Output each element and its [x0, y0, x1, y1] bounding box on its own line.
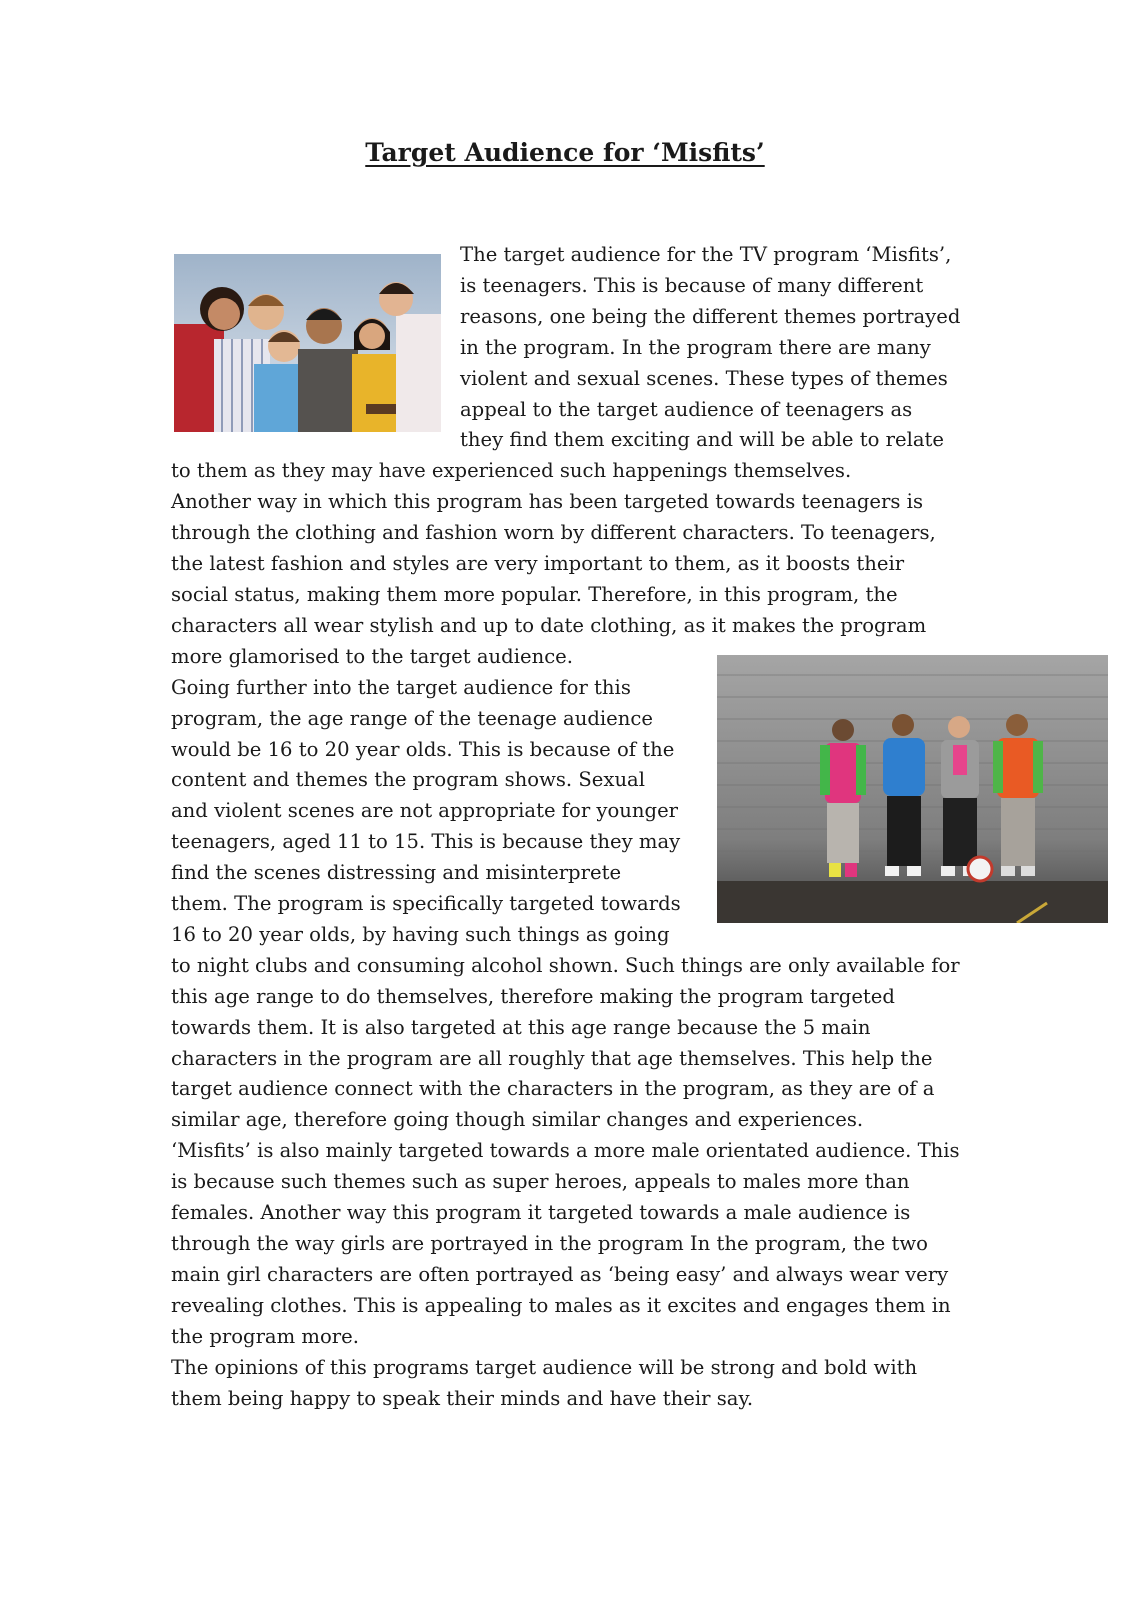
- paragraph-3: Going further into the target audience for this program, the age range of the teenage audience would be 16 to 20 year olds. This is because of the content and themes the program shows. Sexual and violent scenes are not appropriate for younger teenagers, aged 11 to 15. This is because they may find the scenes distressing and misinterprete them. The program is specifically targeted towards 16 to 20 year olds, by having such things as going to night clubs and consuming alcohol shown. Such things are only available for this age range to do themselves, therefore making the program targeted towards them. It is also targeted at this age range because the 5 main characters in the program are all roughly that age themselves. This help the target audience connect with the characters in the program, as they are of a similar age, therefore going though similar changes and experiences.: [171, 675, 960, 1132]
- paragraph-2: Another way in which this program has been targeted towards teenagers is through the clothing and fashion worn by different characters. To teenagers, the latest fashion and styles are very important to them, as it boosts their social status, making them more popular. Therefore, in this program, the characters all wear stylish and up to date clothing, as it makes the program more glamorised to the target audience.: [171, 490, 936, 668]
- paragraph-1: The target audience for the TV program ‘Misfits’, is teenagers. This is because of many different reasons, one being the different themes portrayed in the program. In the program there are many violent and sexual scenes. These types of themes appeal to the target audience of teenagers as they find them exciting and will be able to relate to them as they may have experienced such happenings themselves.: [171, 243, 961, 483]
- photo-wrap-spacer: [684, 673, 961, 943]
- photo-group-of-teenagers: [174, 254, 441, 432]
- document-body: [171, 240, 961, 1414]
- paragraph-5: The opinions of this programs target audience will be strong and bold with them being happy to speak their minds and have their say.: [171, 1355, 918, 1410]
- page-title: Target Audience for ‘Misfits’: [365, 138, 765, 167]
- paragraph-4: ‘Misfits’ is also mainly targeted towards a more male orientated audience. This is because such themes such as super heroes, appeals to males more than females. Another way this program it targeted towards a male audience is through the way girls are portrayed in the program In the program, the two main girl characters are often portrayed as ‘being easy’ and always wear very revealing clothes. This is appealing to males as it excites and engages them in the program more.: [171, 1139, 960, 1348]
